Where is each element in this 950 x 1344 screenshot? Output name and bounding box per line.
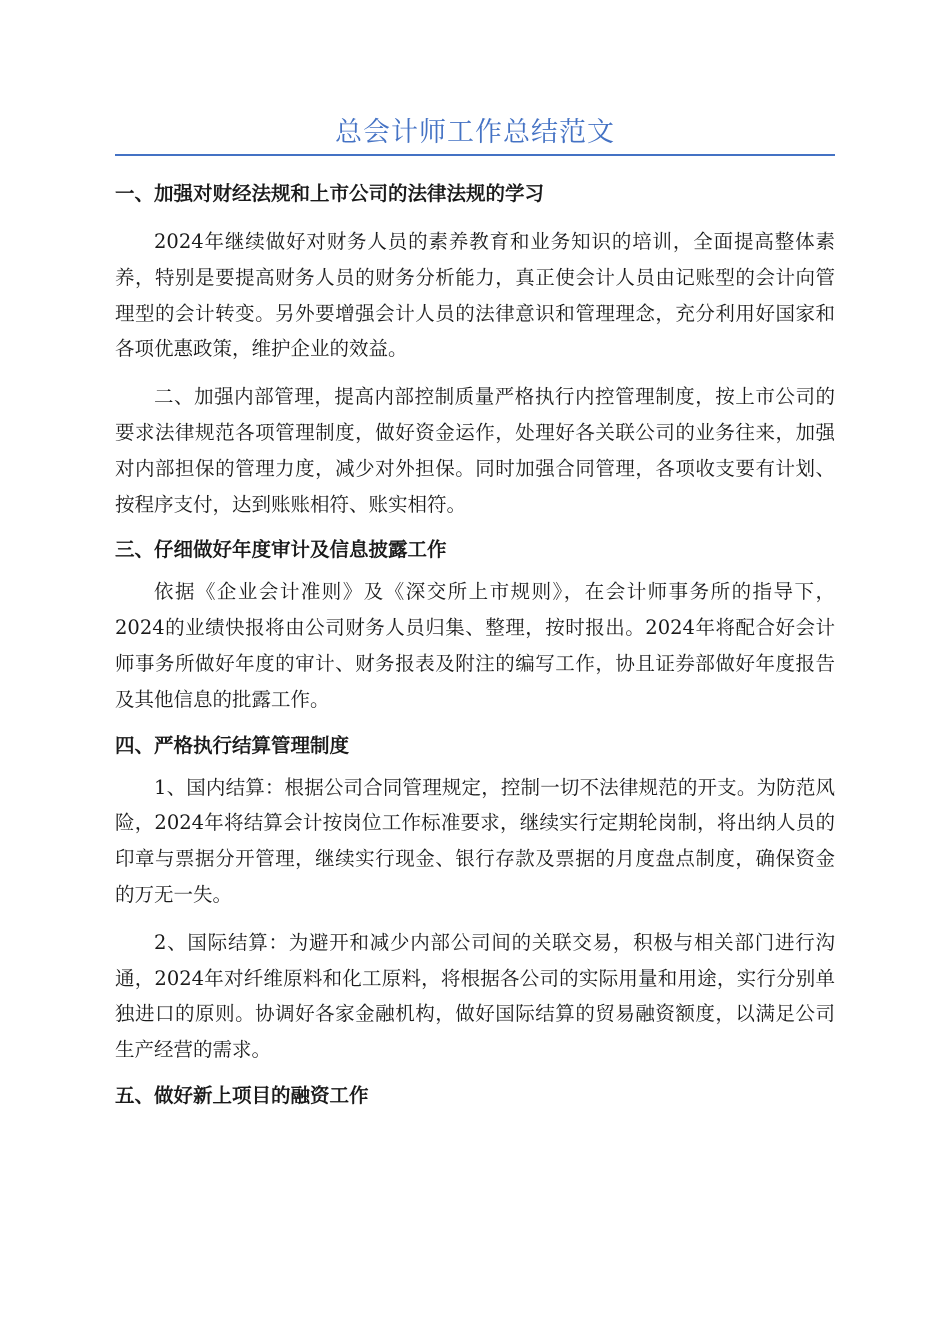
title-underline bbox=[115, 154, 835, 156]
section-heading-3: 三、仔细做好年度审计及信息披露工作 bbox=[115, 538, 447, 562]
paragraph-2: 二、加强内部管理，提高内部控制质量严格执行内控管理制度，按上市公司的要求法律规范各项管理制度，做好资金运作，处理好各关联公司的业务往来，加强对内部担保的管理力度，减少对外担保。同时加强合同管理，各项收支要有计划、按程序支付，达到账账相符、账实相符。 bbox=[115, 385, 835, 516]
paragraph-international-settlement: 2、国际结算：为避开和减少内部公司间的关联交易，积极与相关部门进行沟通，2024年对纤维原料和化工原料，将根据各公司的实际用量和用途，实行分别单独进口的原则。协调好各家金融机构，做好国际结算的贸易融资额度，以满足公司生产经营的需求。 bbox=[115, 930, 835, 1062]
paragraph-1: 2024年继续做好对财务人员的素养教育和业务知识的培训，全面提高整体素养，特别是要提高财务人员的财务分析能力，真正使会计人员由记账型的会计向管理型的会计转变。另外要增强会计人员的法律意识和管理理念，充分利用好国家和各项优惠政策，维护企业的效益。 bbox=[115, 230, 835, 361]
paragraph-3: 依据《企业会计准则》及《深交所上市规则》，在会计师事务所的指导下，2024的业绩快报将由公司财务人员归集、整理，按时报出。2024年将配合好会计师事务所做好年度的审计、财务报表及附注的编写工作，协且证券部做好年度报告及其他信息的批露工作。 bbox=[115, 580, 835, 711]
document-body bbox=[115, 166, 835, 1120]
section-heading-5: 五、做好新上项目的融资工作 bbox=[115, 1083, 369, 1107]
document-title: 总会计师工作总结范文 bbox=[335, 117, 615, 148]
paragraph-domestic-settlement: 1、国内结算：根据公司合同管理规定，控制一切不法律规范的开支。为防范风险，2024年将结算会计按岗位工作标准要求，继续实行定期轮岗制，将出纳人员的印章与票据分开管理，继续实行现金、银行存款及票据的月度盘点制度，确保资金的万无一失。 bbox=[115, 775, 835, 906]
section-heading-1: 一、加强对财经法规和上市公司的法律法规的学习 bbox=[115, 182, 545, 205]
section-heading-4: 四、严格执行结算管理制度 bbox=[115, 733, 350, 757]
